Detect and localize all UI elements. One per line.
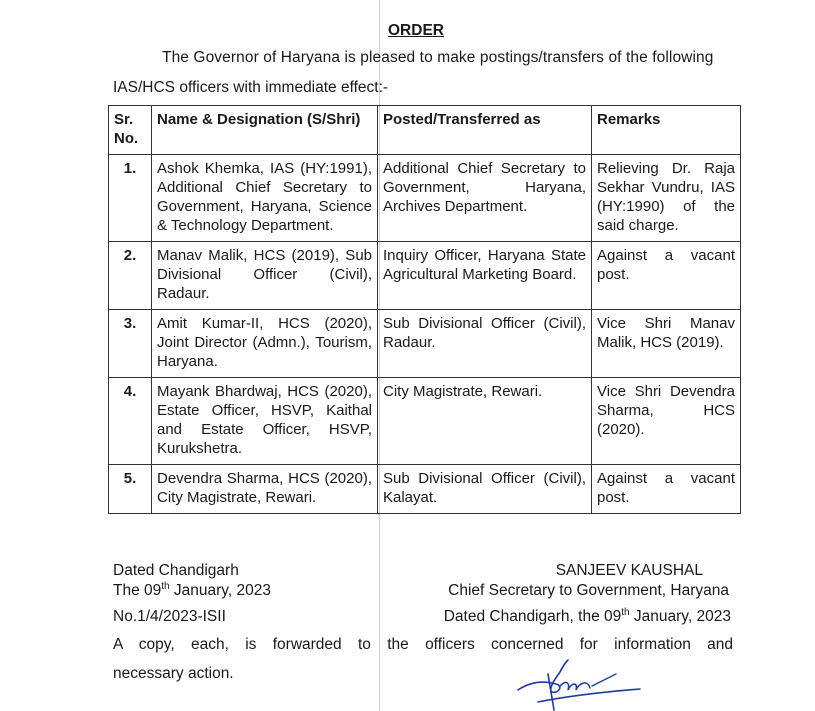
row-remarks: Against a vacant post. [592, 242, 741, 310]
table-row [109, 310, 741, 378]
header-name-designation: Name & Designation (S/Shri) [152, 106, 378, 155]
signatory-title: Chief Secretary to Government, Haryana [448, 582, 729, 599]
table-row [109, 378, 741, 465]
table-row [109, 155, 741, 242]
row-name-designation: Amit Kumar-II, HCS (2020), Joint Director (Admn.), Tourism, Haryana. [152, 310, 378, 378]
issue-place: Dated Chandigarh [113, 562, 239, 579]
header-posted-as: Posted/Transferred as [378, 106, 592, 155]
header-remarks: Remarks [592, 106, 741, 155]
copy-line-2: necessary action. [113, 665, 234, 682]
row-posted-as: Inquiry Officer, Haryana State Agricultural Marketing Board. [378, 242, 592, 310]
row-sr-no: 1. [109, 155, 152, 242]
row-name-designation: Devendra Sharma, HCS (2020), City Magistrate, Rewari. [152, 465, 378, 514]
row-sr-no: 5. [109, 465, 152, 514]
table-row [109, 242, 741, 310]
table-header-row [109, 106, 741, 155]
reference-date: Dated Chandigarh, the 09th January, 2023 [443, 606, 731, 625]
signatory-name: SANJEEV KAUSHAL [555, 562, 703, 579]
row-remarks: Against a vacant post. [592, 465, 741, 514]
signatory-block [448, 561, 729, 601]
intro-line-2: IAS/HCS officers with immediate effect:- [113, 79, 389, 96]
row-posted-as: Sub Divisional Officer (Civil), Radaur. [378, 310, 592, 378]
row-remarks: Vice Shri Devendra Sharma, HCS (2020). [592, 378, 741, 465]
row-sr-no: 4. [109, 378, 152, 465]
row-remarks: Relieving Dr. Raja Sekhar Vundru, IAS (HY:1990) of the said charge. [592, 155, 741, 242]
reference-number: No.1/4/2023-ISII [113, 608, 226, 625]
row-posted-as: Sub Divisional Officer (Civil), Kalayat. [378, 465, 592, 514]
issue-date: The 09th January, 2023 [113, 580, 272, 599]
postings-table [108, 105, 741, 514]
table-row [109, 465, 741, 514]
header-sr-no: Sr. No. [109, 106, 152, 155]
row-sr-no: 2. [109, 242, 152, 310]
row-posted-as: City Magistrate, Rewari. [378, 378, 592, 465]
row-name-designation: Mayank Bhardwaj, HCS (2020), Estate Officer, HSVP, Kaithal and Estate Officer, HSVP, Kurukshetra. [152, 378, 378, 465]
row-name-designation: Manav Malik, HCS (2019), Sub Divisional Officer (Civil), Radaur. [152, 242, 378, 310]
row-posted-as: Additional Chief Secretary to Government, Haryana, Archives Department. [378, 155, 592, 242]
row-sr-no: 3. [109, 310, 152, 378]
handwritten-signature [508, 652, 648, 711]
order-title: ORDER [388, 22, 444, 39]
intro-line-1: The Governor of Haryana is pleased to make postings/transfers of the following [162, 49, 714, 66]
copy-line-1: A copy, each, is forwarded to the officers concerned for information and [113, 636, 733, 653]
issue-date-block [113, 561, 271, 601]
row-name-designation: Ashok Khemka, IAS (HY:1991), Additional Chief Secretary to Government, Haryana, Science & Technology Department. [152, 155, 378, 242]
row-remarks: Vice Shri Manav Malik, HCS (2019). [592, 310, 741, 378]
